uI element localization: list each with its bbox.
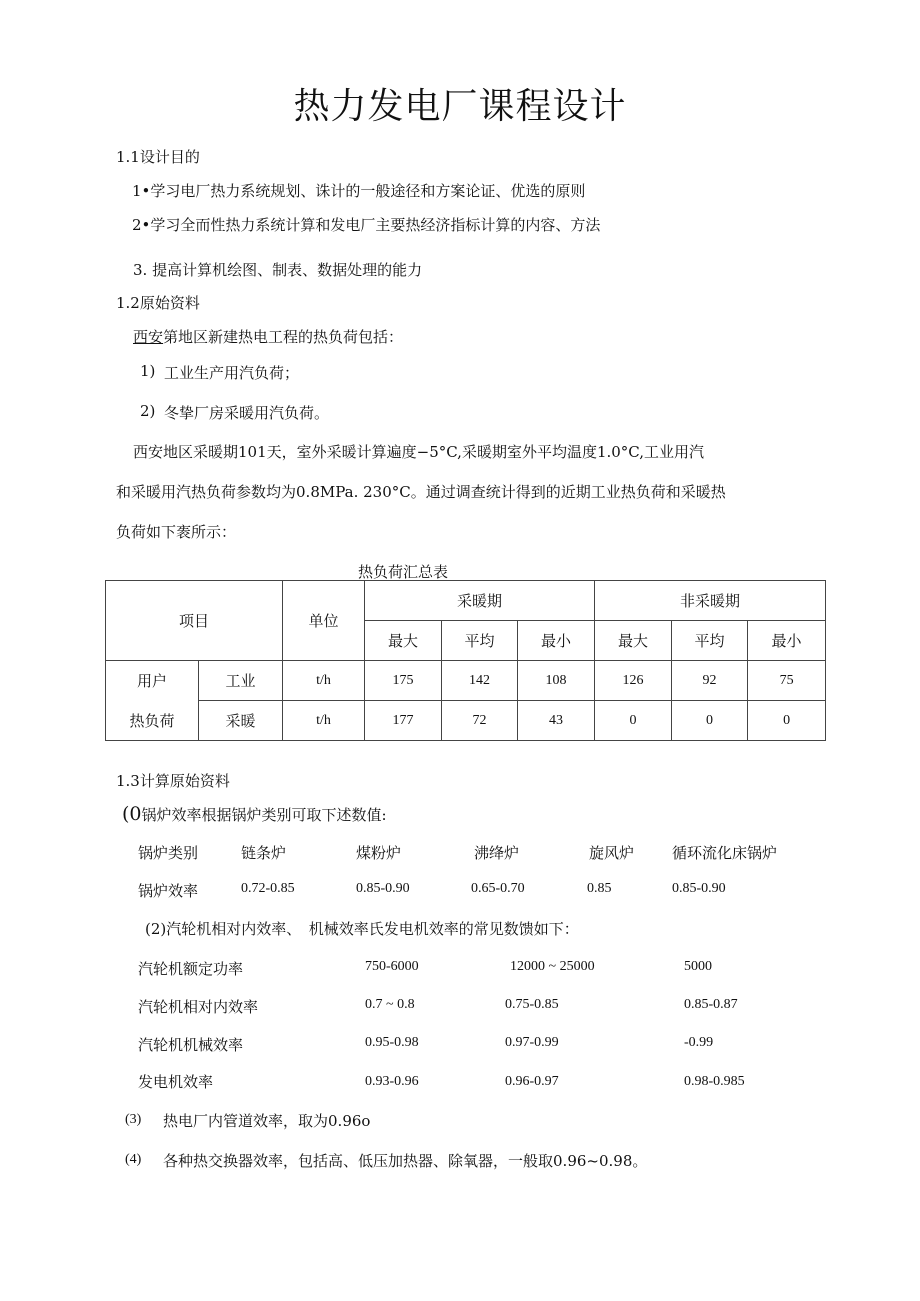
intro-line xyxy=(133,326,403,347)
point-4-text: 各种热交换器效率，包括高、低压加热器、除氧器，一般取0.96~0.98。 xyxy=(163,1152,648,1170)
turbine-label: 汽轮机额定功率 xyxy=(138,960,244,978)
table-caption: 热负荷汇总表 xyxy=(358,563,449,581)
intro-text: 第地区新建热电工程的热负荷包括： xyxy=(163,328,404,346)
section-heading-1-3: 1.3计算原始资料 xyxy=(116,772,230,790)
table-row xyxy=(106,661,826,701)
turbine-value: 5000 xyxy=(684,959,712,974)
turbine-value: 0.95-0.98 xyxy=(365,1035,419,1050)
heat-load-table xyxy=(105,580,826,741)
row-name: 工业 xyxy=(199,661,283,701)
paragraph-line-2: 和采暖用汽热负荷参数均为0.8MPa. 230°C。通过调查统计得到的近期工业热负荷和采暖热 xyxy=(116,483,726,501)
header-unit: 单位 xyxy=(283,581,365,661)
boiler-type: 沸绛炉 xyxy=(474,844,520,862)
paragraph-line-3: 负荷如下袠所示： xyxy=(116,523,237,541)
turbine-value: 0.98-0.985 xyxy=(684,1074,745,1089)
point-4-num: (4) xyxy=(125,1152,142,1167)
paragraph-line-1: 西安地区采暖期101天，室外采暖计算遍度−5°C,采暖期室外平均温度1.0°C,工业用汽 xyxy=(133,443,705,461)
boiler-type: 煤粉炉 xyxy=(356,844,402,862)
header-heating-period: 采暖期 xyxy=(365,581,595,621)
group-label-bottom: 热负荷 xyxy=(106,701,199,741)
turbine-value: 0.7 ~ 0.8 xyxy=(365,997,415,1012)
boiler-type: 链条炉 xyxy=(241,844,287,862)
document-title: 热力发电厂课程设计 xyxy=(293,86,627,127)
turbine-value: 750-6000 xyxy=(365,959,419,974)
table-cell: 177 xyxy=(365,701,442,741)
point-3-text: 热电厂内管道效率，取为0.96o xyxy=(163,1112,371,1130)
objective-item-1: 1•学习电厂热力系统规划、诛计的一般途径和方案论证、优选的原则 xyxy=(132,182,586,200)
boiler-type: 循环流化床锅炉 xyxy=(672,844,778,862)
turbine-label: 发电机效率 xyxy=(138,1073,214,1091)
boiler-eff-value: 0.72-0.85 xyxy=(241,881,295,896)
subheader-max: 最大 xyxy=(365,621,442,661)
place-name: 西安 xyxy=(133,328,164,346)
table-cell: 75 xyxy=(748,661,826,701)
turbine-value: 0.96-0.97 xyxy=(505,1074,559,1089)
header-item: 项目 xyxy=(106,581,283,661)
row-name: 采暖 xyxy=(199,701,283,741)
objective-item-3: 3. 提高计算机绘图、制表、数据处理的能力 xyxy=(133,261,423,279)
objective-item-2: 2•学习全而性热力系统计算和发电厂主要热经济指标计算的内容、方法 xyxy=(132,216,601,234)
turbine-label: 汽轮机相对内效率 xyxy=(138,998,259,1016)
table-cell: 0 xyxy=(748,701,826,741)
table-cell: 142 xyxy=(442,661,518,701)
subheader-min: 最小 xyxy=(748,621,826,661)
turbine-value: 0.75-0.85 xyxy=(505,997,559,1012)
boiler-type: 旋风炉 xyxy=(589,844,635,862)
turbine-value: -0.99 xyxy=(684,1035,714,1050)
row-unit: t/h xyxy=(283,661,365,701)
table-cell: 92 xyxy=(672,661,748,701)
boiler-type-label: 锅炉类别 xyxy=(138,844,199,862)
turbine-value: 0.93-0.96 xyxy=(365,1074,419,1089)
boiler-eff-label: 锅炉效率 xyxy=(138,882,199,900)
boiler-eff-value: 0.65-0.70 xyxy=(471,881,525,896)
subheader-max: 最大 xyxy=(595,621,672,661)
turbine-value: 0.85-0.87 xyxy=(684,997,738,1012)
point-1-num: (0 xyxy=(122,803,142,825)
turbine-value: 0.97-0.99 xyxy=(505,1035,559,1050)
load-item-1-num: 1) xyxy=(140,362,156,380)
subheader-min: 最小 xyxy=(518,621,595,661)
subheader-avg: 平均 xyxy=(672,621,748,661)
section-heading-1-1: 1.1设计目的 xyxy=(116,148,200,166)
turbine-label: 汽轮机机械效率 xyxy=(138,1036,244,1054)
table-cell: 0 xyxy=(672,701,748,741)
point-1-text: 锅炉效率根据锅炉类别可取下述数值: xyxy=(141,806,387,824)
group-label-top: 用户 xyxy=(106,661,199,701)
table-cell: 175 xyxy=(365,661,442,701)
load-item-1-text: 工业生产用汽负荷； xyxy=(164,364,300,382)
table-cell: 0 xyxy=(595,701,672,741)
table-row xyxy=(106,701,826,741)
table-cell: 72 xyxy=(442,701,518,741)
boiler-eff-value: 0.85-0.90 xyxy=(672,881,726,896)
point-1 xyxy=(122,803,387,825)
section-heading-1-2: 1.2原始资料 xyxy=(116,294,200,312)
boiler-eff-value: 0.85-0.90 xyxy=(356,881,410,896)
header-non-heating-period: 非采暖期 xyxy=(595,581,826,621)
table-cell: 126 xyxy=(595,661,672,701)
subheader-avg: 平均 xyxy=(442,621,518,661)
point-2: (2)汽轮机相对内效率、 机械效率氏发电机效率的常见数馈如下： xyxy=(145,920,579,938)
point-3-num: (3) xyxy=(125,1112,142,1127)
boiler-eff-value: 0.85 xyxy=(587,881,612,896)
load-item-2-text: 冬挚厂房采暖用汽负荷。 xyxy=(164,404,330,422)
row-unit: t/h xyxy=(283,701,365,741)
table-cell: 108 xyxy=(518,661,595,701)
turbine-value: 12000 ~ 25000 xyxy=(510,959,595,974)
load-item-2-num: 2) xyxy=(140,402,156,420)
table-cell: 43 xyxy=(518,701,595,741)
